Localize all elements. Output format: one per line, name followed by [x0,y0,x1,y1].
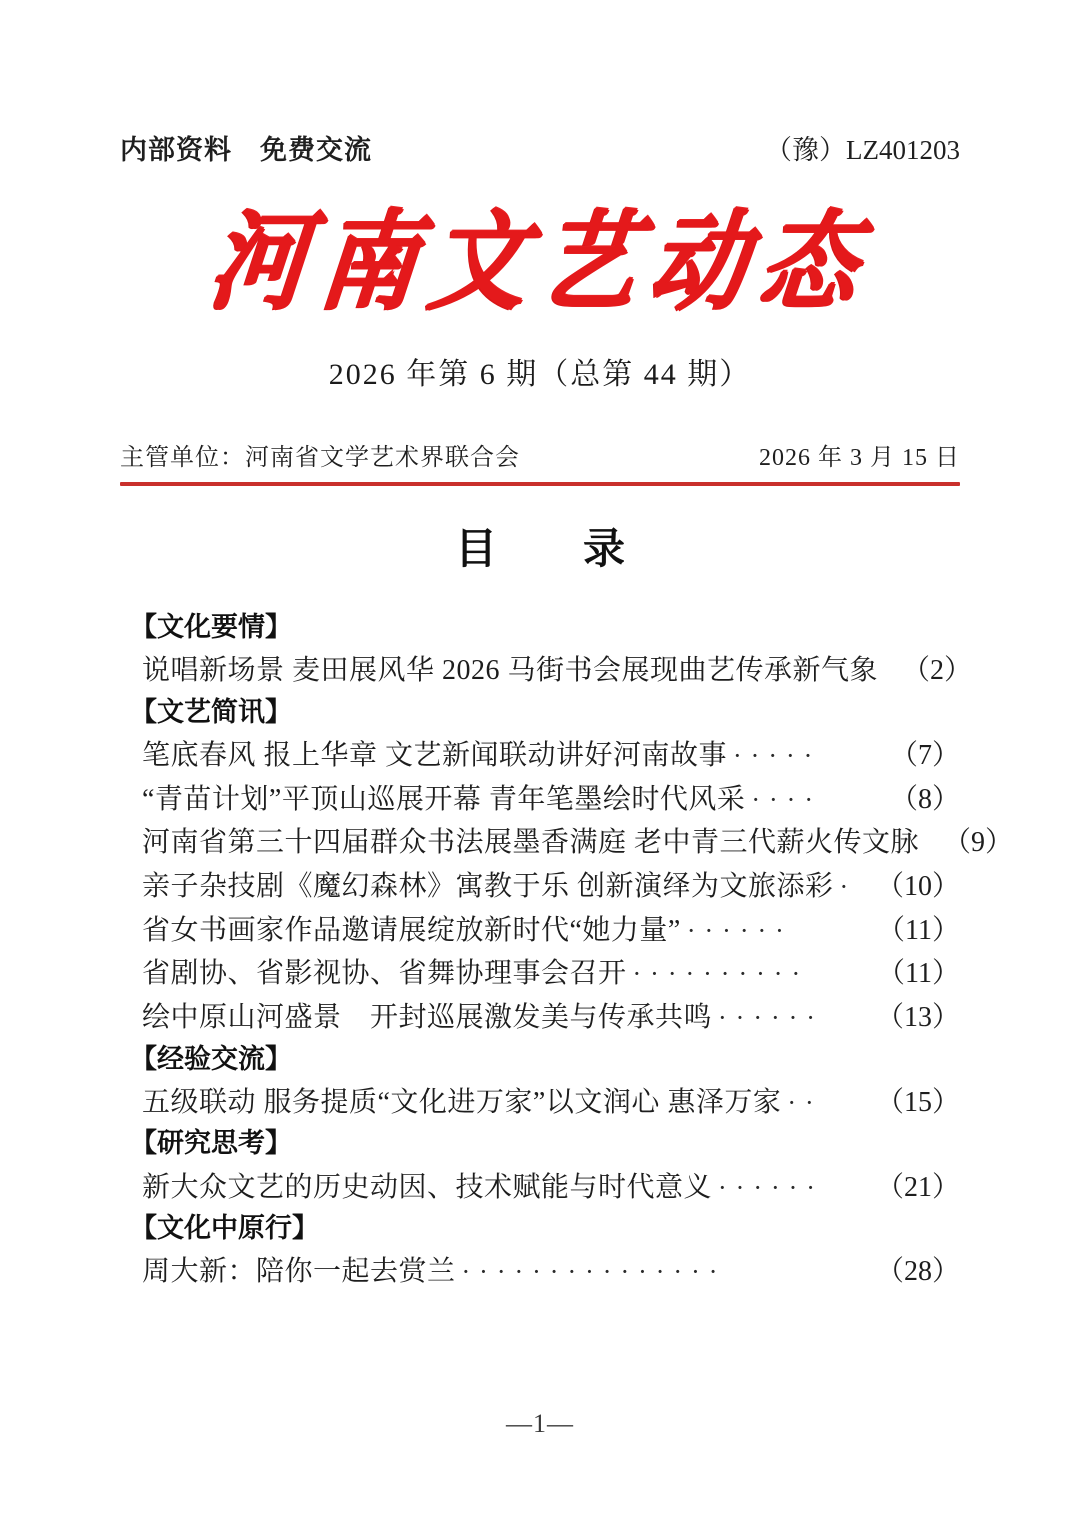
toc-entry[interactable] [142,649,973,693]
internal-material-note: 内部资料 免费交流 [120,135,372,165]
page-footer-number: —1— [506,1409,574,1438]
toc-entry-page: （9） [943,827,1014,859]
toc-section-header: 【文化中原行】 [130,1213,319,1244]
toc-entry-page: （10） [875,870,960,902]
toc-entry-title: 省剧协、省影视协、省舞协理事会召开 [142,958,627,990]
toc-entry-page: （21） [875,1171,960,1203]
toc-entry-page: （7） [889,739,960,771]
toc-entry[interactable] [142,909,960,953]
toc-entry-leader: ·········· [632,959,810,989]
toc-entry[interactable] [142,865,960,909]
masthead [120,198,960,325]
toc-entry-leader: ······ [686,915,793,945]
toc-entry-title: 亲子杂技剧《魔幻森林》寓教于乐 创新演绎为文旅添彩 [142,870,834,902]
header-divider-rule [120,482,960,486]
toc-entry-page: （11） [877,914,960,946]
supervising-authority: 主管单位：河南省文学艺术界联合会 [120,445,520,471]
toc-entry[interactable] [142,1166,960,1210]
toc-heading: 目 录 [454,527,647,573]
toc-entry-leader: · [839,871,858,901]
toc-entry-title: 河南省第三十四届群众书法展墨香满庭 老中青三代薪火传文脉 [142,827,920,859]
issue-line: 2026 年第 6 期（总第 44 期） [328,358,752,391]
toc-entry[interactable] [142,996,960,1040]
toc-entry[interactable] [142,1250,960,1294]
publication-serial-number: （豫）LZ401203 [765,135,960,165]
publisher-row [120,437,960,472]
toc-entry[interactable] [142,952,960,996]
toc-entry-page: （15） [875,1086,960,1118]
toc-entry-title: “青苗计划”平顶山巡展开幕 青年笔墨绘时代风采 [142,783,746,815]
toc-entry-page: （2） [902,655,973,687]
toc-entry[interactable] [142,778,960,822]
toc-entry-leader: ······ [718,1172,824,1202]
toc-entry[interactable] [142,1081,960,1125]
toc-section-header: 【经验交流】 [130,1043,292,1074]
table-of-contents [120,608,1014,1294]
toc-entry-leader: ·· [787,1087,823,1117]
toc-entry[interactable] [142,821,1014,865]
publication-title: 河南文艺动态 [203,198,877,325]
toc-entry-title: 省女书画家作品邀请展绽放新时代“她力量” [142,914,681,946]
toc-entry-title: 五级联动 服务提质“文化进万家”以文润心 惠泽万家 [142,1086,782,1118]
toc-entry-page: （13） [875,1001,960,1033]
toc-entry-title: 说唱新场景 麦田展风华 2026 马街书会展现曲艺传承新气象 [142,655,879,687]
toc-section-header: 【研究思考】 [130,1128,292,1159]
toc-section-header: 【文化要情】 [130,612,292,642]
toc-entry[interactable] [142,734,960,778]
toc-entry-leader: ··············· [461,1257,727,1287]
toc-entry-leader: ····· [733,740,822,770]
toc-entry-title: 周大新：陪你一起去赏兰 [142,1256,456,1288]
toc-entry-leader: ···· [751,784,822,814]
toc-section-header: 【文艺简讯】 [130,696,292,727]
toc-entry-page: （11） [877,958,960,990]
toc-entry-leader: ······ [718,1002,824,1032]
toc-entry-title: 绘中原山河盛景 开封巡展激发美与传承共鸣 [142,1001,713,1033]
toc-entry-page: （28） [875,1256,960,1288]
toc-entry-page: （8） [889,783,960,815]
page-header [120,0,960,167]
toc-entry-title: 新大众文艺的历史动因、技术赋能与时代意义 [142,1171,713,1203]
publication-date: 2026 年 3 月 15 日 [759,445,960,471]
toc-entry-title: 笔底春风 报上华章 文艺新闻联动讲好河南故事 [142,739,728,771]
